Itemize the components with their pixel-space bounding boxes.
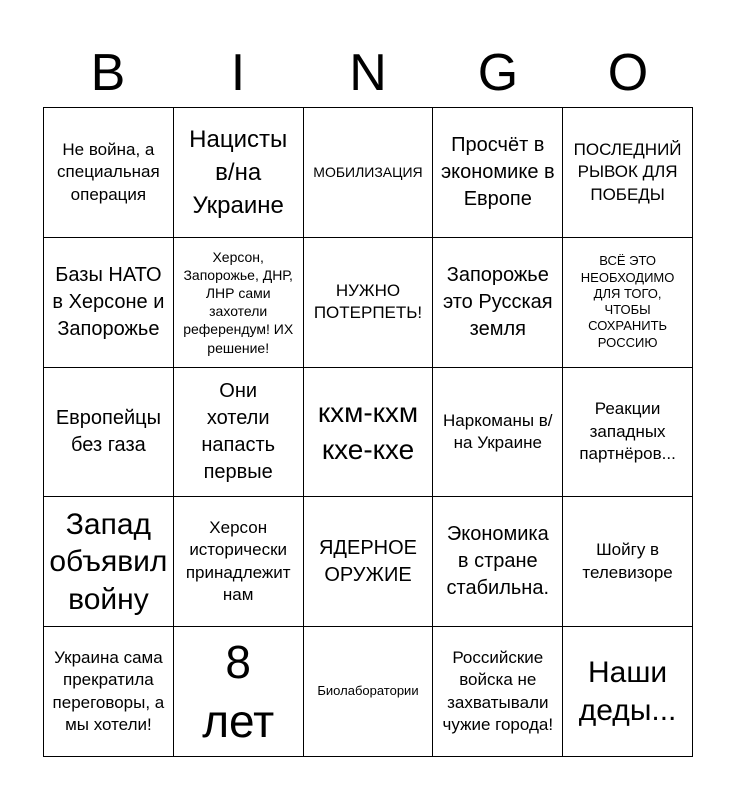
bingo-cell[interactable] <box>563 368 693 498</box>
bingo-cell[interactable] <box>174 238 304 368</box>
bingo-cell[interactable] <box>44 368 174 498</box>
bingo-cell[interactable] <box>563 108 693 238</box>
bingo-header <box>43 40 693 106</box>
header-letter-b: B <box>90 44 126 102</box>
cell-text: 8 лет <box>202 635 275 747</box>
cell-text: Российские войска не захватывали чужие города! <box>442 647 554 735</box>
cell-text: Базы НАТО в Херсоне и Запорожье <box>52 263 165 340</box>
cell-text: Херсон, Запорожье, ДНР, ЛНР сами захотели референдум! ИХ решение! <box>183 248 294 356</box>
cell-text: Европейцы без газа <box>55 406 161 456</box>
cell-text: МОБИЛИЗАЦИЯ <box>313 164 423 181</box>
bingo-cell[interactable] <box>304 627 434 757</box>
bingo-grid <box>43 107 693 757</box>
bingo-cell[interactable] <box>44 497 174 627</box>
bingo-cell[interactable] <box>433 368 563 498</box>
cell-text: Не война, а специальная операция <box>57 139 160 204</box>
bingo-cell[interactable] <box>304 368 434 498</box>
cell-text: Херсон исторически принадлежит нам <box>185 517 291 605</box>
bingo-cell[interactable] <box>433 627 563 757</box>
header-letter-g: G <box>477 44 519 102</box>
bingo-cell[interactable] <box>174 368 304 498</box>
bingo-cell[interactable] <box>174 627 304 757</box>
bingo-cell[interactable] <box>304 108 434 238</box>
header-letter-n: N <box>349 44 387 102</box>
bingo-cell[interactable] <box>433 497 563 627</box>
cell-text: Нацисты в/на Украине <box>189 125 288 219</box>
bingo-cell[interactable] <box>44 238 174 368</box>
cell-text: Шойгу в телевизоре <box>582 540 673 582</box>
bingo-cell[interactable] <box>304 238 434 368</box>
bingo-cell[interactable] <box>304 497 434 627</box>
cell-text: Запорожье это Русская земля <box>442 263 553 340</box>
bingo-cell[interactable] <box>563 627 693 757</box>
bingo-cell[interactable] <box>44 627 174 757</box>
bingo-cell[interactable] <box>174 108 304 238</box>
cell-text: ЯДЕРНОЕ ОРУЖИЕ <box>318 536 417 586</box>
bingo-cell[interactable] <box>174 497 304 627</box>
bingo-cell[interactable] <box>433 238 563 368</box>
cell-text: ПОСЛЕДНИЙ РЫВОК ДЛЯ ПОБЕДЫ <box>573 139 682 204</box>
bingo-cell[interactable] <box>563 497 693 627</box>
cell-text: Наши деды... <box>578 656 677 727</box>
cell-text: Наркоманы в/на Украине <box>443 410 553 452</box>
cell-text: Просчёт в экономике в Европе <box>440 133 555 210</box>
cell-text: кхм-кхм кхе-кхе <box>317 397 419 465</box>
cell-text: Биолаборатории <box>317 683 419 699</box>
cell-text: ВСЁ ЭТО НЕОБХОДИМО ДЛЯ ТОГО, ЧТОБЫ СОХРАНИТЬ РОССИЮ <box>580 253 675 350</box>
bingo-cell[interactable] <box>44 108 174 238</box>
cell-text: Они хотели напасть первые <box>201 379 276 483</box>
bingo-cell[interactable] <box>563 238 693 368</box>
cell-text: Запад объявил войну <box>49 507 168 616</box>
cell-text: Реакции западных партнёров... <box>579 399 676 464</box>
bingo-cell[interactable] <box>433 108 563 238</box>
header-letter-o: O <box>607 44 649 102</box>
cell-text: Украина сама прекратила переговоры, а мы хотели! <box>52 647 165 735</box>
header-letter-i: I <box>230 44 246 102</box>
cell-text: НУЖНО ПОТЕРПЕТЬ! <box>313 280 423 323</box>
cell-text: Экономика в стране стабильна. <box>446 523 550 600</box>
